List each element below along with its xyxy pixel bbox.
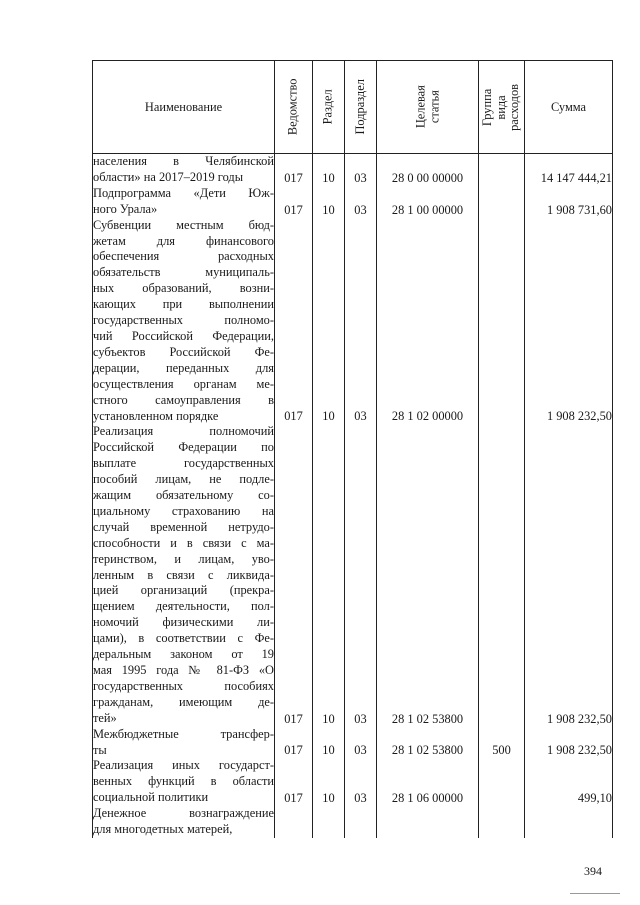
table-header-row (93, 61, 613, 154)
row-subsection (345, 806, 377, 838)
header-department: Ведомство (275, 61, 313, 154)
row-sum (525, 806, 613, 838)
row-expense-group (479, 218, 525, 425)
row-name-line: установленном порядке (93, 408, 219, 423)
row-target-article: 28 1 00 00000 (377, 186, 479, 218)
row-name-line: Реализация иных государст- (93, 758, 274, 773)
row-name-line: Реализация полномочий (93, 424, 274, 439)
row-name-line: Субвенции местным бюд- (93, 217, 274, 232)
row-name-line: дерации, переданных для (93, 360, 274, 375)
row-subsection: 03 (345, 424, 377, 726)
row-target-article (377, 806, 479, 838)
row-name-line: номочий физическими ли- (93, 615, 274, 630)
row-name-line: Денежное вознаграждение (93, 806, 274, 821)
row-name-line: тей» (93, 710, 117, 725)
row-name-line: для многодетных матерей, (93, 822, 233, 837)
row-name (93, 727, 275, 759)
budget-table (92, 60, 613, 838)
row-name-line: цией организаций (прекра- (93, 583, 274, 598)
header-subsection: Подраздел (345, 61, 377, 154)
row-name-line: населения в Челябинской (93, 154, 274, 168)
row-subsection: 03 (345, 727, 377, 759)
header-sum: Сумма (525, 61, 613, 154)
row-department: 017 (275, 424, 313, 726)
row-name-line: щением деятельности, пол- (93, 599, 274, 614)
row-target-article: 28 1 02 53800 (377, 727, 479, 759)
row-name-line: цами), в соответствии с Фе- (93, 631, 274, 646)
row-name-line: государственных пособиях (93, 678, 274, 693)
row-name-line: деральным законом от 19 (93, 647, 274, 662)
table-row (93, 424, 613, 726)
row-name (93, 186, 275, 218)
row-sum: 1 908 232,50 (525, 424, 613, 726)
row-sum: 14 147 444,21 (525, 154, 613, 186)
row-section (313, 806, 345, 838)
row-name-line: Российской Федерации по (93, 440, 274, 455)
scan-edge-line (570, 893, 620, 894)
row-sum: 1 908 232,50 (525, 727, 613, 759)
row-name-line: циальному страхованию на (93, 503, 274, 518)
row-target-article: 28 1 06 00000 (377, 758, 479, 806)
table-row (93, 218, 613, 425)
row-name-line: способности и в связи с ма- (93, 535, 274, 550)
row-name-line: осуществления органам ме- (93, 376, 274, 391)
row-section: 10 (313, 218, 345, 425)
row-name-line: мая 1995 года № 81-ФЗ «О (93, 663, 274, 677)
table-row (93, 806, 613, 838)
row-expense-group (479, 424, 525, 726)
row-department: 017 (275, 154, 313, 186)
row-name-line: жетам для финансового (93, 233, 274, 248)
row-name-line: ных образований, возни- (93, 281, 274, 296)
header-target-article: Целевая статья (377, 61, 479, 154)
row-name-line: чий Российской Федерации, (93, 328, 274, 343)
row-name-line: Межбюджетные трансфер- (93, 726, 274, 741)
row-section: 10 (313, 758, 345, 806)
row-name-line: обеспечения расходных (93, 249, 274, 264)
row-sum: 1 908 232,50 (525, 218, 613, 425)
row-name (93, 758, 275, 806)
row-department: 017 (275, 758, 313, 806)
table-body (93, 154, 613, 838)
row-expense-group (479, 186, 525, 218)
row-department: 017 (275, 186, 313, 218)
row-subsection: 03 (345, 218, 377, 425)
row-name (93, 424, 275, 726)
row-department (275, 806, 313, 838)
row-name (93, 218, 275, 425)
row-name (93, 154, 275, 186)
row-name-line: теринством, и лицам, уво- (93, 551, 274, 566)
row-subsection: 03 (345, 154, 377, 186)
row-name-line: обязательств муниципаль- (93, 265, 274, 280)
row-subsection: 03 (345, 758, 377, 806)
row-department: 017 (275, 218, 313, 425)
table-row (93, 154, 613, 186)
row-name-line: пособий лицам, не подле- (93, 472, 274, 487)
page-number: 394 (584, 864, 602, 878)
row-expense-group (479, 154, 525, 186)
row-name-line: ного Урала» (93, 201, 158, 216)
table-row (93, 758, 613, 806)
header-section: Раздел (313, 61, 345, 154)
row-name-line: стного самоуправления в (93, 392, 274, 407)
row-name-line: ты (93, 742, 107, 757)
row-name-line: субъектов Российской Фе- (93, 344, 274, 359)
row-name-line: выплате государственных (93, 456, 274, 471)
row-department: 017 (275, 727, 313, 759)
table-row (93, 727, 613, 759)
row-name-line: венных функций в области (93, 774, 274, 789)
row-name-line: области» на 2017–2019 годы (93, 169, 244, 184)
row-expense-group (479, 806, 525, 838)
row-section: 10 (313, 424, 345, 726)
row-target-article: 28 0 00 00000 (377, 154, 479, 186)
row-target-article: 28 1 02 53800 (377, 424, 479, 726)
row-name-line: ленным в связи с ликвида- (93, 567, 274, 582)
table-row (93, 186, 613, 218)
row-section: 10 (313, 154, 345, 186)
row-sum: 499,10 (525, 758, 613, 806)
row-sum: 1 908 731,60 (525, 186, 613, 218)
row-subsection: 03 (345, 186, 377, 218)
row-expense-group: 500 (479, 727, 525, 759)
row-target-article: 28 1 02 00000 (377, 218, 479, 425)
row-name-line: гражданам, имеющим де- (93, 694, 274, 709)
header-expense-group: Группа вида расходов (479, 61, 525, 154)
row-name (93, 806, 275, 838)
row-expense-group (479, 758, 525, 806)
row-name-line: случай временной нетрудо- (93, 519, 274, 534)
row-section: 10 (313, 727, 345, 759)
row-name-line: государственных полномо- (93, 313, 274, 328)
row-name-line: Подпрограмма «Дети Юж- (93, 185, 274, 200)
row-name-line: жащим обязательному со- (93, 488, 274, 503)
row-section: 10 (313, 186, 345, 218)
row-name-line: социальной политики (93, 790, 209, 805)
header-name: Наименование (93, 61, 275, 154)
row-name-line: кающих при выполнении (93, 297, 274, 312)
